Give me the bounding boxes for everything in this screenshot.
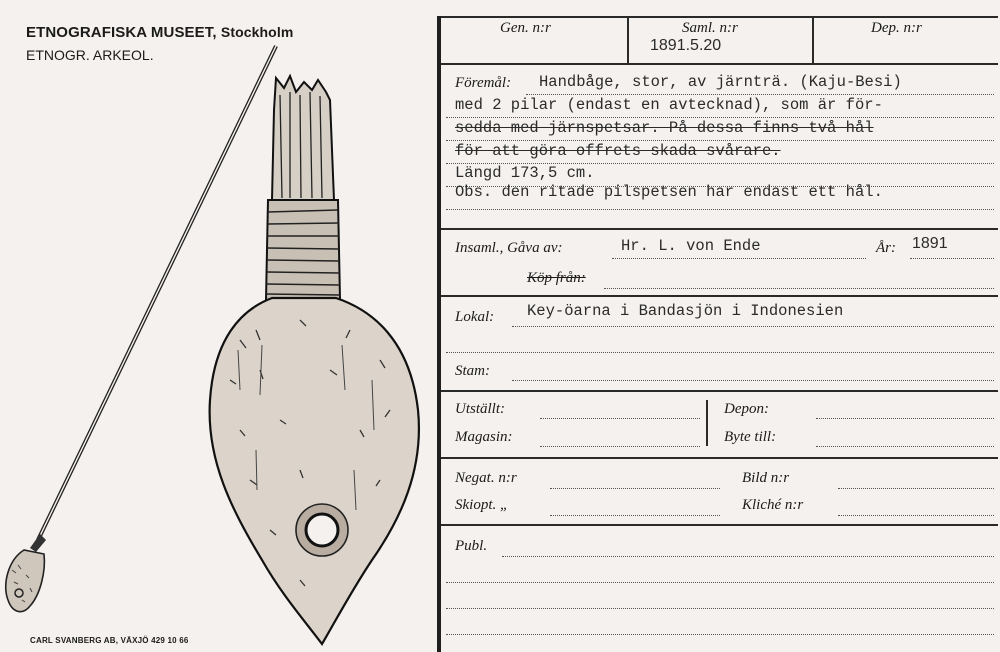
stam-label: Stam: xyxy=(455,363,490,379)
negat-dotline xyxy=(550,488,720,489)
foremal-line-3: sedda med järnspetsar. På dessa finns två hål xyxy=(455,119,874,137)
foremal-dotline-3 xyxy=(446,140,994,141)
storage-bottom-line xyxy=(441,457,998,459)
kliche-dotline xyxy=(838,515,994,516)
bild-dotline xyxy=(838,488,994,489)
publ-dotline-4 xyxy=(446,634,994,635)
header-divider-2 xyxy=(812,16,814,63)
lokal-dotline-2 xyxy=(446,352,994,353)
foremal-line-5: Längd 173,5 cm. xyxy=(455,164,595,182)
foremal-bottom-line xyxy=(441,228,998,230)
skiopt-dotline xyxy=(550,515,720,516)
publ-dotline-3 xyxy=(446,608,994,609)
storage-divider xyxy=(706,400,708,446)
header-bottom-line xyxy=(441,63,998,65)
foremal-line-1: Handbåge, stor, av järnträ. (Kaju-Besi) xyxy=(539,73,902,91)
gen-nr-label: Gen. n:r xyxy=(500,20,551,36)
foremal-dotline-2 xyxy=(446,117,994,118)
foremal-line-6: Obs. den ritade pilspetsen har endast ett hål. xyxy=(455,183,883,201)
depon-label: Depon: xyxy=(724,401,769,417)
lokal-value: Key-öarna i Bandasjön i Indonesien xyxy=(527,302,844,320)
utstallt-dotline xyxy=(540,418,700,419)
insaml-bottom-line xyxy=(441,295,998,297)
utstallt-label: Utställt: xyxy=(455,401,506,417)
negat-label: Negat. n:r xyxy=(455,470,517,486)
card-left-border xyxy=(437,16,441,652)
magasin-label: Magasin: xyxy=(455,429,513,445)
foremal-line-2: med 2 pilar (endast en avtecknad), som är för- xyxy=(455,96,883,114)
arrowhead-detail-sketch xyxy=(210,76,419,644)
institution-name: ETNOGRAFISKA MUSEET, xyxy=(26,24,217,41)
year-label: År: xyxy=(876,240,896,256)
saml-nr-value: 1891.5.20 xyxy=(650,37,722,54)
foremal-label: Föremål: xyxy=(455,75,512,91)
year-value: 1891 xyxy=(912,235,948,252)
year-dotline xyxy=(910,258,994,259)
stam-bottom-line xyxy=(441,390,998,392)
institution-city: Stockholm xyxy=(220,24,294,40)
publ-dotline-1 xyxy=(502,556,994,557)
depon-dotline xyxy=(816,418,994,419)
insaml-dotline xyxy=(612,258,866,259)
kop-fran-label: Köp från: xyxy=(527,270,586,286)
foremal-line-4: för att göra offrets skada svårare. xyxy=(455,142,781,160)
byte-till-label: Byte till: xyxy=(724,429,777,445)
saml-nr-label: Saml. n:r xyxy=(682,20,738,36)
donor-value: Hr. L. von Ende xyxy=(621,237,761,255)
foremal-dotline-6 xyxy=(446,209,994,210)
card-top-border xyxy=(441,16,998,18)
magasin-dotline xyxy=(540,446,700,447)
printer-mark: CARL SVANBERG AB, VÄXJÖ 429 10 66 xyxy=(30,636,189,645)
bild-label: Bild n:r xyxy=(742,470,790,486)
skiopt-label: Skiopt. „ xyxy=(455,497,509,513)
foremal-dotline-1 xyxy=(526,94,994,95)
department-label: ETNOGR. ARKEOL. xyxy=(26,47,154,63)
kliche-label: Kliché n:r xyxy=(742,497,804,513)
dep-nr-label: Dep. n:r xyxy=(871,20,922,36)
arrow-drawing xyxy=(0,40,436,652)
photo-bottom-line xyxy=(441,524,998,526)
lokal-label: Lokal: xyxy=(455,309,495,325)
publ-label: Publ. xyxy=(455,538,488,554)
kop-dotline xyxy=(604,288,994,289)
insaml-label: Insaml., Gåva av: xyxy=(455,240,563,256)
lokal-dotline-1 xyxy=(512,326,994,327)
institution-header xyxy=(26,24,293,41)
header-divider-1 xyxy=(627,16,629,63)
publ-dotline-2 xyxy=(446,582,994,583)
stam-dotline xyxy=(512,380,994,381)
byte-dotline xyxy=(816,446,994,447)
